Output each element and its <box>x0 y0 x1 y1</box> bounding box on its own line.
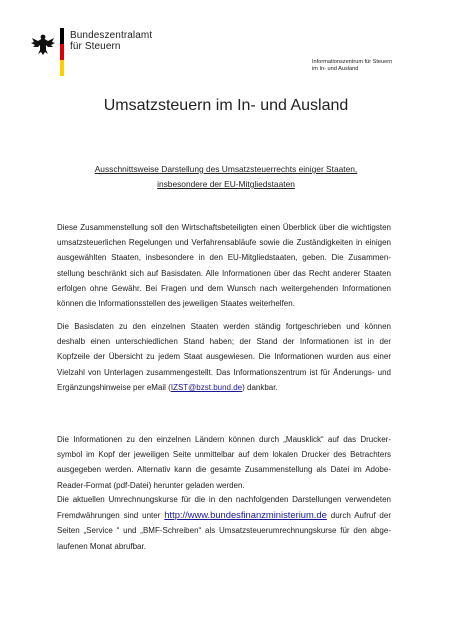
paragraph-line: Die aktuellen Umrechnungskurse für die in den nachfolgenden Darstellungen verwendeten <box>57 495 391 504</box>
paragraph-line: können die Informationsstellen des jeweiligen Staates weiterhelfen. <box>57 299 295 309</box>
url-suffix: durch Aufruf der <box>330 511 391 521</box>
paragraph-line <box>57 380 391 395</box>
german-flag-bar <box>60 28 64 76</box>
paragraph-line: Die Basisdaten zu den einzelnen Staaten werden ständig fortgeschrieben und können <box>57 322 391 331</box>
paragraph-line: Diese Zusammenstellung soll den Wirtschaftsbeteiligten einen Überblick über die wichtigsten <box>57 223 391 232</box>
organization-name <box>70 30 152 52</box>
bmf-website-link[interactable]: http://www.bundesfinanzministerium.de <box>164 509 327 521</box>
paragraph-line: Vielzahl von Unterlagen zusammengestellt. Das Informationszentrum ist für Änderungs- und <box>57 367 391 377</box>
bzst-logo <box>30 28 153 78</box>
paragraph-line: ausgewählten Staaten, insbesondere in den EU-Mitgliedstaaten, geben. Die Zusammen- <box>57 253 391 263</box>
info-center-line2: im In- und Ausland <box>312 65 359 72</box>
paragraph-line: umsatzsteuerlichen Regelungen und Verfahrensabläufe sowie die Zuständigkeiten in einigen <box>57 238 391 248</box>
paragraph-overview <box>57 220 391 311</box>
org-name-line2: für Steuern <box>70 41 121 52</box>
subtitle <box>0 162 452 192</box>
paragraph-line: erfolgen ohne Gewähr. Bei Fragen und dem Wunsch nach weitergehenden Informationen <box>57 283 391 293</box>
paragraph-line: Die Informationen zu den einzelnen Ländern können durch „Mausklick“ auf das Drucker- <box>57 435 391 444</box>
paragraph-printing <box>57 432 391 493</box>
federal-eagle-icon <box>30 32 56 56</box>
subtitle-line2: insbesondere der EU-Mitgliedstaaten <box>157 179 295 189</box>
paragraph-line: Seiten „Service “ und „BMF-Schreiben“ als Umsatzsteuerumrechnungskurse für den abge- <box>57 526 391 536</box>
paragraph-line: deshalb einen unterschiedlichen Stand haben; der Stand der Informationen ist in der <box>57 337 391 347</box>
email-suffix: ) dankbar. <box>242 382 278 392</box>
subtitle-line1: Ausschnittsweise Darstellung des Umsatzsteuerrechts einiger Staaten, <box>94 164 358 174</box>
paragraph-line: stellung beschränkt sich auf Basisdaten. Alle Informationen über das Recht anderer Staaten <box>57 268 391 278</box>
email-link[interactable]: IZST@bzst.bund.de <box>170 382 243 392</box>
info-center-label <box>312 59 392 73</box>
paragraph-exchange-rates <box>57 492 391 554</box>
org-name-line1: Bundeszentralamt <box>70 30 153 41</box>
paragraph-line: ausgegeben werden. Alternativ kann die gesamte Zusammenstellung als Datei im Adobe- <box>57 465 391 475</box>
page-title: Umsatzsteuern im In- und Ausland <box>103 97 349 114</box>
url-prefix: Fremdwährungen sind unter <box>57 511 161 521</box>
paragraph-basis-data <box>57 319 391 395</box>
paragraph-line <box>57 507 391 523</box>
paragraph-line: Reader-Format (pdf-Datei) herunter geladen werden. <box>57 480 245 490</box>
paragraph-line: Kopfzeile der Übersicht zu jedem Staat ausgewiesen. Die Informationen wurden aus einer <box>57 352 391 362</box>
email-prefix: Ergänzungshinweise per eMail ( <box>57 382 171 392</box>
paragraph-line: symbol im Kopf der jeweiligen Seite unmittelbar auf dem lokalen Drucker des Betrachters <box>57 450 391 460</box>
paragraph-line: laufenen Monat abrufbar. <box>57 541 146 551</box>
info-center-line1: Informationszentrum für Steuern <box>312 59 393 65</box>
